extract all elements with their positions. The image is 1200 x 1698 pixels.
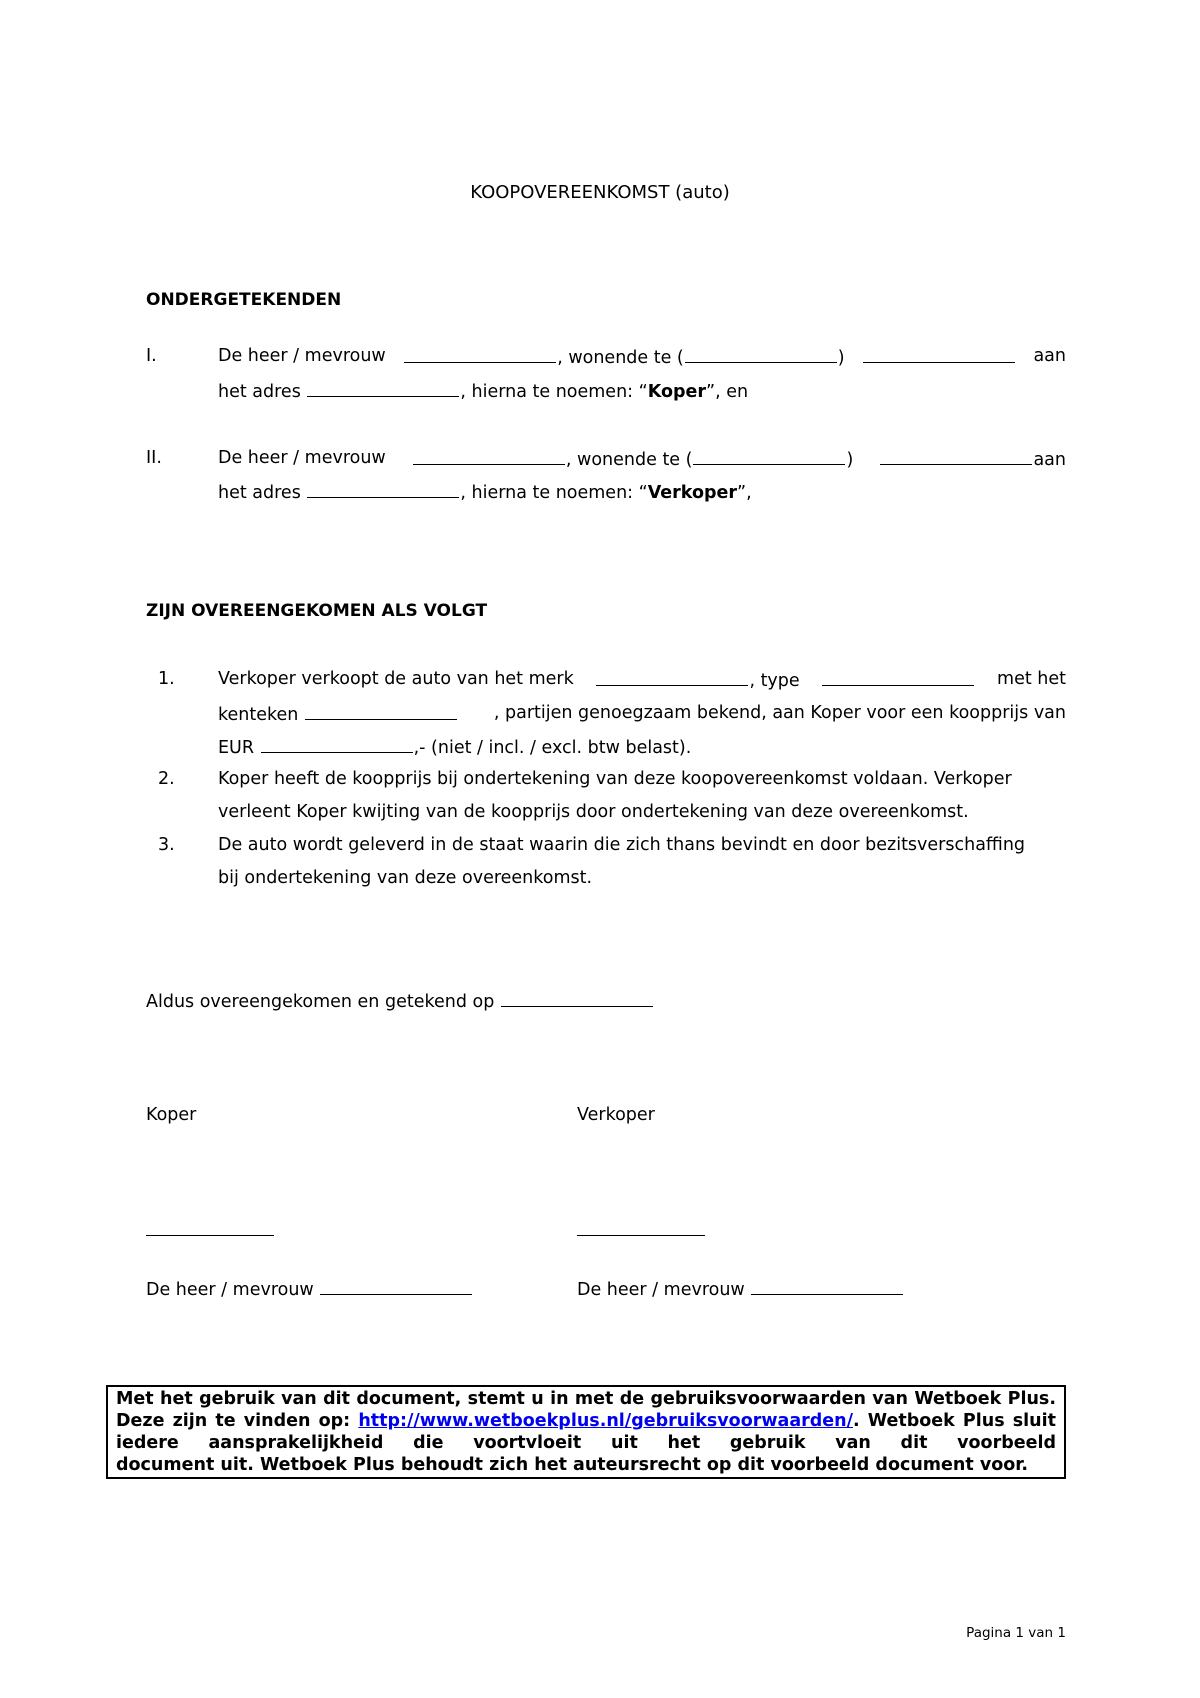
party-1-paren-close: ) <box>837 348 845 368</box>
terms-link[interactable]: http://www.wetboekplus.nl/gebruiksvoorwaarden/ <box>358 1411 854 1431</box>
party-2-extra-blank[interactable] <box>880 448 1032 465</box>
page-number: Pagina 1 van 1 <box>966 1625 1066 1641</box>
party-1-numeral: I. <box>146 346 157 366</box>
clause-1-line-3 <box>218 736 691 758</box>
party-1-name-blank[interactable] <box>404 346 556 363</box>
seller-name-blank[interactable] <box>751 1278 903 1295</box>
clause-1-plate-blank[interactable] <box>305 703 457 720</box>
disclaimer-text-2: . Wetboek Plus sluit iedere aansprakelijkheid die voortvloeit uit het gebruik van dit voorbeeld <box>116 1411 1056 1453</box>
signed-text: Aldus overeengekomen en getekend op <box>146 992 495 1012</box>
clause-2-number: 2. <box>158 769 175 789</box>
clause-1-type-label: , type <box>749 671 800 691</box>
seller-label: Verkoper <box>577 1105 655 1125</box>
party-2-line-1 <box>218 448 1066 470</box>
clause-3-line-2: bij ondertekening van deze overeenkomst. <box>218 868 593 888</box>
seller-name-line <box>577 1278 904 1300</box>
buyer-signature-line[interactable] <box>146 1235 274 1236</box>
signed-date-blank[interactable] <box>501 990 653 1007</box>
party-2-aan: aan <box>1033 450 1066 470</box>
buyer-name-label: De heer / mevrouw <box>146 1280 314 1300</box>
clause-1-brand-blank[interactable] <box>596 669 748 686</box>
clause-1-brand-label: Verkoper verkoopt de auto van het merk <box>218 669 574 689</box>
clause-1-type-blank[interactable] <box>822 669 974 686</box>
party-2-label: De heer / mevrouw <box>218 448 386 468</box>
clause-2-line-1: Koper heeft de koopprijs bij ondertekening van deze koopovereenkomst voldaan. Verkoper <box>218 769 1012 789</box>
agreement-heading: ZIJN OVEREENGEKOMEN ALS VOLGT <box>146 601 488 621</box>
party-1-city-blank[interactable] <box>685 346 837 363</box>
party-2-ending: ”, <box>737 483 752 503</box>
clause-1-number: 1. <box>158 669 175 689</box>
clause-2-line-2: verleent Koper kwijting van de koopprijs door ondertekening van deze overeenkomst. <box>218 802 969 822</box>
party-1-line-2 <box>218 380 748 402</box>
disclaimer-box <box>106 1385 1066 1479</box>
document-title: KOOPOVEREENKOMST (auto) <box>470 182 730 203</box>
party-2-address-blank[interactable] <box>307 481 459 498</box>
party-1-address-label: het adres <box>218 382 301 402</box>
party-1-hereinafter: , hierna te noemen: “ <box>460 382 648 402</box>
signed-line <box>146 990 654 1012</box>
party-1-role: Koper <box>647 382 706 402</box>
clause-1-price-blank[interactable] <box>261 736 413 753</box>
clause-3-number: 3. <box>158 835 175 855</box>
seller-signature-line[interactable] <box>577 1235 705 1236</box>
clause-1-line-1 <box>218 669 1066 691</box>
party-2-address-label: het adres <box>218 483 301 503</box>
disclaimer-text-1: Met het gebruik van dit document, stemt u in met de gebruiksvoorwaarden van Wetboek Plus. Deze zijn te vinden op: <box>116 1389 1056 1431</box>
party-2-city-blank[interactable] <box>693 448 845 465</box>
party-2-line-2 <box>218 481 752 503</box>
clause-1-plate-label: kenteken <box>218 705 299 725</box>
party-2-numeral: II. <box>146 448 162 468</box>
clause-1-line-2 <box>218 703 1066 725</box>
party-1-address-blank[interactable] <box>307 380 459 397</box>
clause-3-line-1: De auto wordt geleverd in de staat waarin die zich thans bevindt en door bezitsverschaffing <box>218 835 1026 855</box>
party-2-hereinafter: , hierna te noemen: “ <box>460 483 648 503</box>
party-1-aan: aan <box>1033 346 1066 366</box>
buyer-label: Koper <box>146 1105 197 1125</box>
party-1-ending: ”, en <box>706 382 749 402</box>
clause-1-met-het: met het <box>997 669 1066 689</box>
disclaimer-text-3: document uit. Wetboek Plus behoudt zich het auteursrecht op dit voorbeeld document voor. <box>116 1455 1029 1475</box>
clause-1-currency: EUR <box>218 738 255 758</box>
party-2-paren-close: ) <box>846 450 854 470</box>
party-2-role: Verkoper <box>647 483 737 503</box>
clause-1-vat-text: ,- (niet / incl. / excl. btw belast). <box>413 738 692 758</box>
party-2-name-blank[interactable] <box>413 448 565 465</box>
party-1-residence-label: , wonende te ( <box>557 348 684 368</box>
party-2-residence-label: , wonende te ( <box>565 450 693 470</box>
party-1-label: De heer / mevrouw <box>218 346 386 366</box>
buyer-name-line <box>146 1278 473 1300</box>
clause-1-price-text: , partijen genoegzaam bekend, aan Koper voor een koopprijs van <box>493 703 1066 723</box>
party-1-line-1 <box>218 346 1066 368</box>
parties-heading: ONDERGETEKENDEN <box>146 290 342 310</box>
seller-name-label: De heer / mevrouw <box>577 1280 745 1300</box>
party-1-extra-blank[interactable] <box>863 346 1015 363</box>
buyer-name-blank[interactable] <box>320 1278 472 1295</box>
